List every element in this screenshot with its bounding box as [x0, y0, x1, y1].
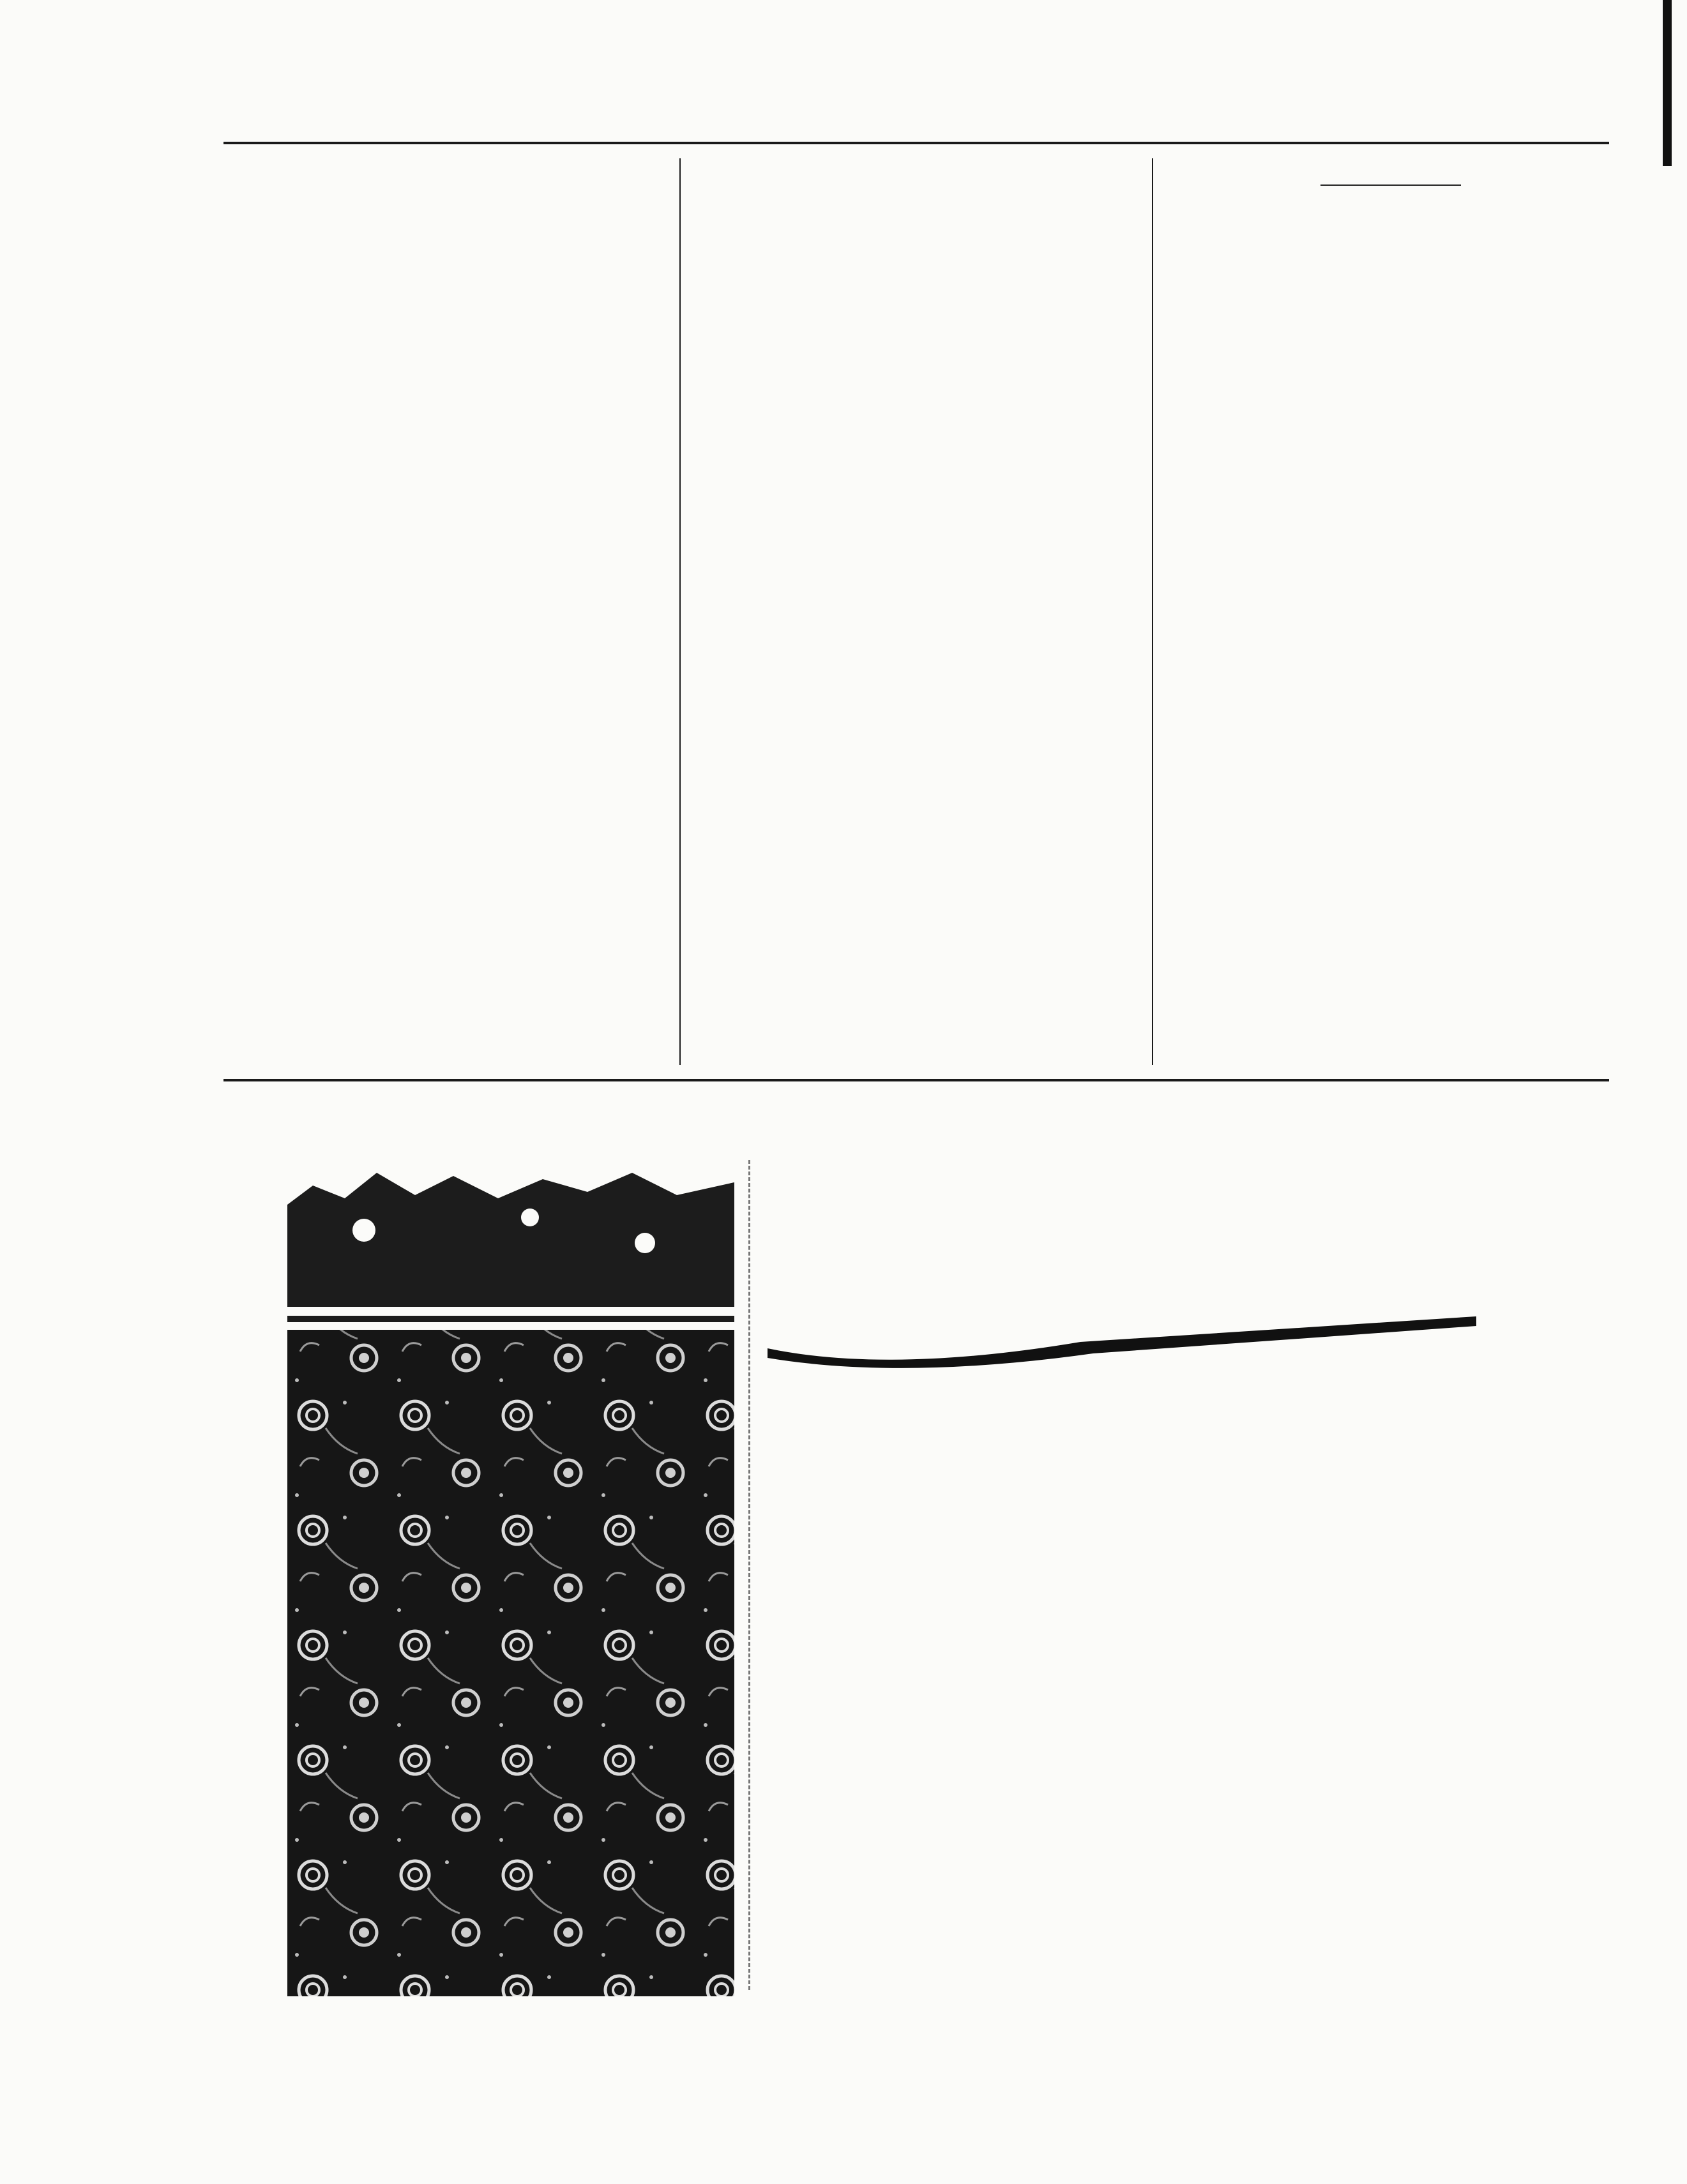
article-column-1	[223, 160, 664, 166]
divider-line	[748, 1160, 750, 1990]
article-column-3	[1169, 160, 1613, 216]
column-rule	[679, 158, 681, 1065]
wallpaper-sample-image	[287, 1160, 734, 1996]
column-rule	[1152, 158, 1153, 1065]
ornamental-border-top	[238, 1099, 1596, 1144]
advertisement-rule	[223, 1079, 1609, 1081]
header-rule	[223, 142, 1609, 144]
ornamental-border-left	[238, 1144, 276, 1979]
separator-rule	[1169, 172, 1613, 188]
advertisement	[238, 1099, 1596, 2024]
article-column-2	[696, 160, 1138, 166]
scan-edge-bar	[1663, 0, 1672, 166]
handwritten-annotation	[1297, 1157, 1591, 1323]
ad-body	[761, 1508, 1540, 1517]
